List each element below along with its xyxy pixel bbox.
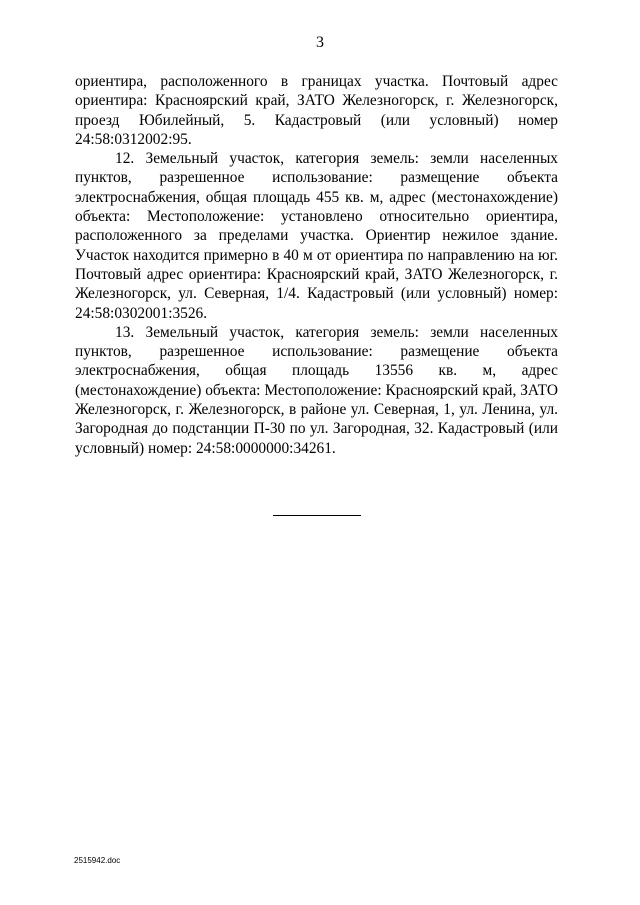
closing-separator-line [273, 515, 361, 516]
paragraph-item-13: 13. Земельный участок, категория земель: земли населенных пунктов, разрешенное использование: размещение объекта электроснабжения, общая площадь 13556 кв. м, адрес (местонахождение) объекта: Местоположение: Красноярский край, ЗАТО Железногорск, г. Железногорск, в районе ул. Северная, 1, ул. Ленина, ул. Загородная до подстанции П-30 по ул. Загородная, 32. Кадастровый (или условный) номер: 24:58:0000000:34261. [75, 323, 558, 457]
paragraph-continuation: ориентира, расположенного в границах участка. Почтовый адрес ориентира: Красноярский край, ЗАТО Железногорск, г. Железногорск, проезд Юбилейный, 5. Кадастровый (или условный) номер 24:58:0312002:95. [75, 73, 558, 148]
footer-file-name: 2515942.doc [74, 856, 121, 865]
page-number: 3 [316, 34, 324, 51]
document-body [75, 72, 558, 458]
paragraph-item-12: 12. Земельный участок, категория земель: земли населенных пунктов, разрешенное использование: размещение объекта электроснабжения, общая площадь 455 кв. м, адрес (местонахождение) объекта: Местоположение: установлено относительно ориентира, расположенного за пределами участка. Ориентир нежилое здание. Участок находится примерно в 40 м от ориентира по направлению на юг. Почтовый адрес ориентира: Красноярский край, ЗАТО Железногорск, г. Железногорск, ул. Северная, 1/4. Кадастровый (или условный) номер: 24:58:0302001:3526. [75, 150, 558, 322]
